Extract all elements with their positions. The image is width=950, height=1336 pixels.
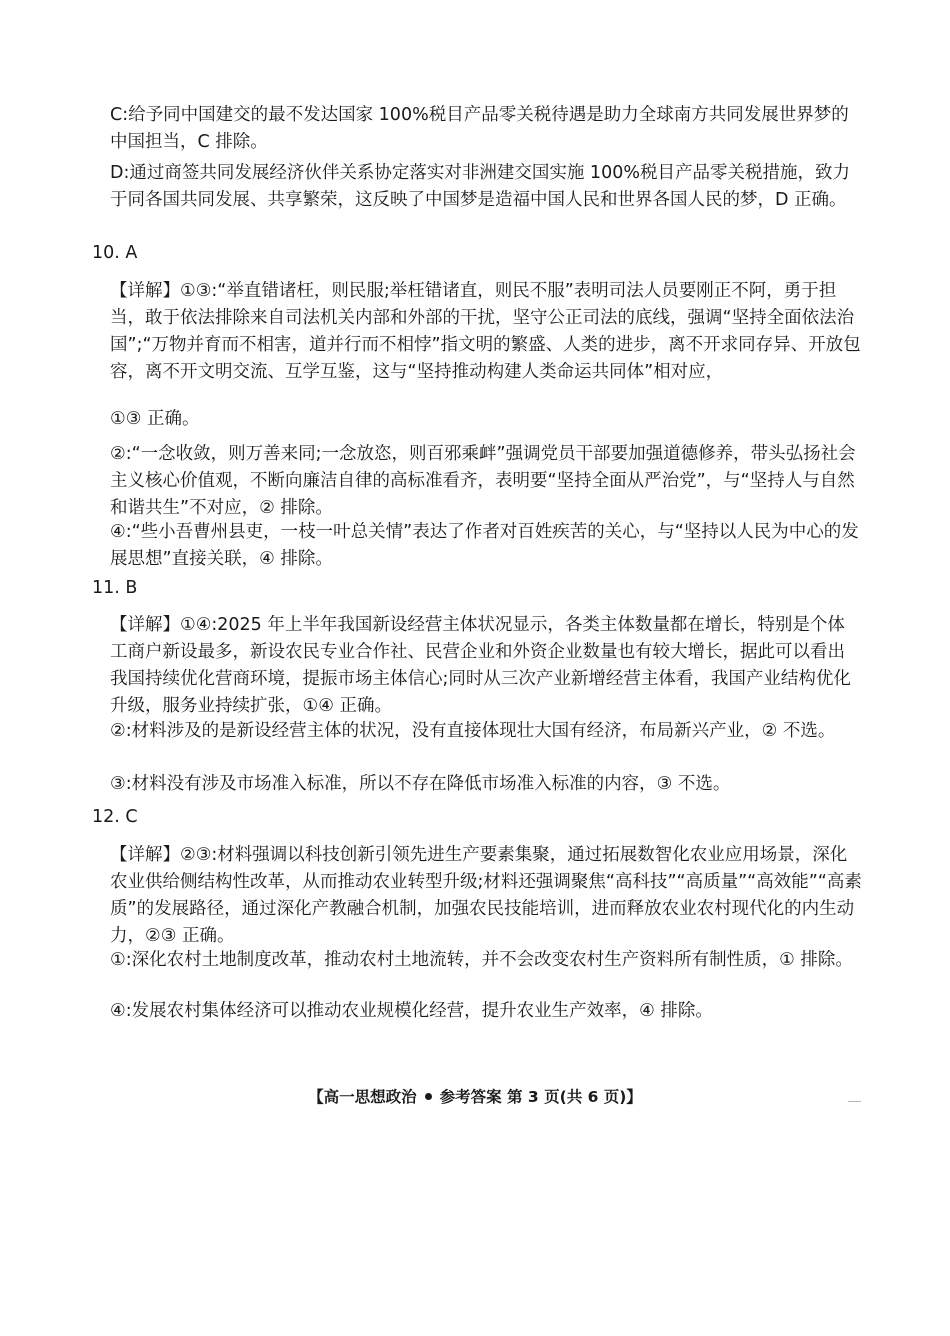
q12-item-1-paragraph: ①:深化农村土地制度改革，推动农村土地流转，并不会改变农村生产资料所有制性质，① 排除。 [110,950,853,970]
page-footer [0,1086,950,1108]
q12-detail-paragraph: 【详解】②③:材料强调以科技创新引领先进生产要素集聚，通过拓展数智化农业应用场景，深化农业供给侧结构性改革，从而推动农业转型升级;材料还强调聚焦“高科技”“高质量”“高效能”“高素质”的发展路径，通过深化产教融合机制，加强农民技能培训，进而释放农业农村现代化的内生动力，②③ 正确。 [110,845,862,946]
q11-item-2-paragraph: ②:材料涉及的是新设经营主体的状况，没有直接体现壮大国有经济，布局新兴产业，② 不选。 [110,721,836,741]
question-12-answer: 12. C [92,807,138,827]
q12-item-4-paragraph: ④:发展农村集体经济可以推动农业规模化经营，提升农业生产效率，④ 排除。 [110,1001,713,1021]
footer-page-info: 参考答案 第 3 页(共 6 页)】 [439,1088,642,1106]
q11-item-3-paragraph: ③:材料没有涉及市场准入标准，所以不存在降低市场准入标准的内容，③ 不选。 [110,774,731,794]
scan-mark [848,1101,861,1102]
question-11-answer: 11. B [92,578,138,598]
bullet-dot-icon [425,1093,432,1100]
q10-item-4-paragraph: ④:“些小吾曹州县吏，一枝一叶总关情”表达了作者对百姓疾苦的关心，与“坚持以人民为中心的发展思想”直接关联，④ 排除。 [110,522,859,569]
q11-detail-paragraph: 【详解】①④:2025 年上半年我国新设经营主体状况显示，各类主体数量都在增长，特别是个体工商户新设最多，新设农民专业合作社、民营企业和外资企业数量也有较大增长，据此可以看出我国持续优化营商环境，提振市场主体信心;同时从三次产业新增经营主体看，我国产业结构优化升级，服务业持续扩张，①④ 正确。 [110,615,851,716]
question-10-answer: 10. A [92,243,138,263]
q10-conclusion: ①③ 正确。 [110,409,200,429]
footer-subject: 【高一思想政治 [308,1088,417,1106]
q10-item-2-paragraph: ②:“一念收敛，则万善来同;一念放恣，则百邪乘衅”强调党员干部要加强道德修养，带头弘扬社会主义核心价值观，不断向廉洁自律的高标准看齐，表明要“坚持全面从严治党”，与“坚持人与自然和谐共生”不对应，② 排除。 [110,444,856,518]
option-d-paragraph: D:通过商签共同发展经济伙伴关系协定落实对非洲建交国实施 100%税目产品零关税措施，致力于同各国共同发展、共享繁荣，这反映了中国梦是造福中国人民和世界各国人民的梦，D 正确。 [110,163,850,210]
q10-detail-paragraph: 【详解】①③:“举直错诸枉，则民服;举枉错诸直，则民不服”表明司法人员要刚正不阿，勇于担当，敢于依法排除来自司法机关内部和外部的干扰，坚守公正司法的底线，强调“坚持全面依法治国”;“万物并育而不相害，道并行而不相悖”指文明的繁盛、人类的进步，离不开求同存异、开放包容，离不开文明交流、互学互鉴，这与“坚持推动构建人类命运共同体”相对应， [110,281,861,382]
option-c-paragraph: C:给予同中国建交的最不发达国家 100%税目产品零关税待遇是助力全球南方共同发展世界梦的中国担当，C 排除。 [110,105,849,152]
